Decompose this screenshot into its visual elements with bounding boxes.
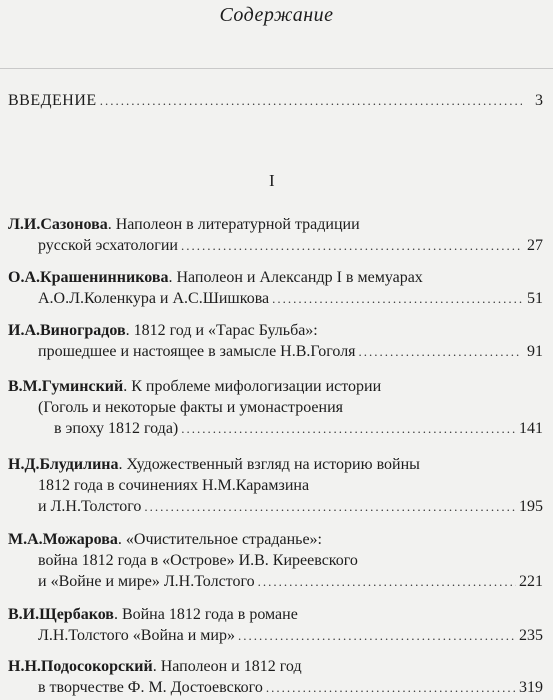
entry-title-line: русской эсхатологии [38, 237, 178, 254]
leader-dots [181, 235, 522, 256]
page-number: 235 [519, 627, 543, 644]
page-number: 91 [527, 343, 543, 360]
leader-dots [144, 496, 516, 517]
entry-title-line: А.О.Л.Коленкура и А.С.Шишкова [38, 290, 270, 307]
page-number: 51 [527, 290, 543, 307]
toc-entry[interactable]: Н.Д.Блудилина. Художественный взгляд на историю войны 1812 года в сочинениях Н.М.Карамзина и Л.Н.Толстого ..... 195 [8, 454, 543, 517]
toc-entry[interactable]: В.М.Гуминский. К проблеме мифологизации истории (Гоголь и некоторые факты и умонастроения в эпоху 1812 года) ..... 141 [8, 376, 543, 439]
toc-entry[interactable]: Н.Н.Подосокорский. Наполеон и 1812 год в творчестве Ф. М. Достоевского ..... 319 [8, 656, 543, 698]
leader-dots [272, 288, 522, 309]
entry-title-line: К проблеме мифологизации истории [131, 378, 382, 395]
entry-title-line: 1812 год и «Тарас Бульба»: [133, 322, 318, 339]
entry-title-line: 1812 года в сочинениях Н.М.Карамзина [38, 477, 310, 494]
entry-title-line: (Гоголь и некоторые факты и умонастроения [38, 399, 343, 416]
page-number: 195 [519, 498, 543, 515]
entry-author: Н.Д.Блудилина [8, 456, 119, 473]
leader-dots [100, 90, 522, 111]
leader-dots [359, 341, 522, 362]
entry-author: И.А.Виноградов [8, 322, 126, 339]
leader-dots [266, 677, 516, 698]
toc-entry[interactable]: О.А.Крашенинникова. Наполеон и Александр I в мемуарах А.О.Л.Коленкура и А.С.Шишкова ..... 51 [8, 267, 543, 309]
toc-entry[interactable]: М.А.Можарова. «Очистительное страданье»: война 1812 года в «Острове» И.В. Киреевского и «Войне и мире» Л.Н.Толстого ..... 221 [8, 529, 543, 592]
entry-title-line: и «Войне и мире» Л.Н.Толстого [38, 573, 255, 590]
entry-title-line: в творчестве Ф. М. Достоевского [38, 679, 263, 696]
leader-dots [181, 418, 516, 439]
page-title: Содержание [219, 4, 334, 26]
entry-title-line: Наполеон и 1812 год [160, 658, 302, 675]
entry-title-line: прошедшее и настоящее в замысле Н.В.Гоголя [38, 343, 356, 360]
entry-title-line: война 1812 года в «Острове» И.В. Киреевского [38, 552, 358, 569]
page-number: 221 [519, 573, 543, 590]
toc-entry[interactable]: И.А.Виноградов. 1812 год и «Тарас Бульба»: прошедшее и настоящее в замысле Н.В.Гоголя ..... 91 [8, 320, 543, 362]
entry-author: М.А.Можарова [8, 531, 118, 548]
entry-title-line: и Л.Н.Толстого [38, 498, 142, 515]
page-number: 319 [519, 679, 543, 696]
leader-dots [238, 625, 516, 646]
intro-label: ВВЕДЕНИЕ [8, 92, 97, 109]
entry-title-line: Л.Н.Толстого «Война и мир» [38, 627, 235, 644]
section-number: I [269, 171, 275, 190]
entry-author: Л.И.Сазонова [8, 216, 108, 233]
leader-dots [258, 571, 516, 592]
entry-title-line: Художественный взгляд на историю войны [126, 456, 420, 473]
divider [0, 68, 553, 69]
entry-author: Н.Н.Подосокорский [8, 658, 153, 675]
entry-author: В.М.Гуминский [8, 378, 124, 395]
entry-title-line: Война 1812 года в романе [121, 606, 298, 623]
toc-entry-intro[interactable] [8, 90, 543, 111]
page-number: 3 [535, 92, 543, 109]
page-number: 141 [519, 420, 543, 437]
entry-title-line: в эпоху 1812 года) [54, 420, 179, 437]
toc-entry[interactable]: В.И.Щербаков. Война 1812 года в романе Л.Н.Толстого «Война и мир» ..... 235 [8, 604, 543, 646]
entry-author: О.А.Крашенинникова [8, 269, 169, 286]
entry-title-line: «Очистительное страданье»: [125, 531, 322, 548]
entry-title-line: Наполеон и Александр I в мемуарах [176, 269, 423, 286]
entry-title-line: Наполеон в литературной традиции [115, 216, 360, 233]
toc-entry[interactable]: Л.И.Сазонова. Наполеон в литературной традиции русской эсхатологии ..... 27 [8, 214, 543, 256]
page-number: 27 [527, 237, 543, 254]
entry-author: В.И.Щербаков [8, 606, 114, 623]
